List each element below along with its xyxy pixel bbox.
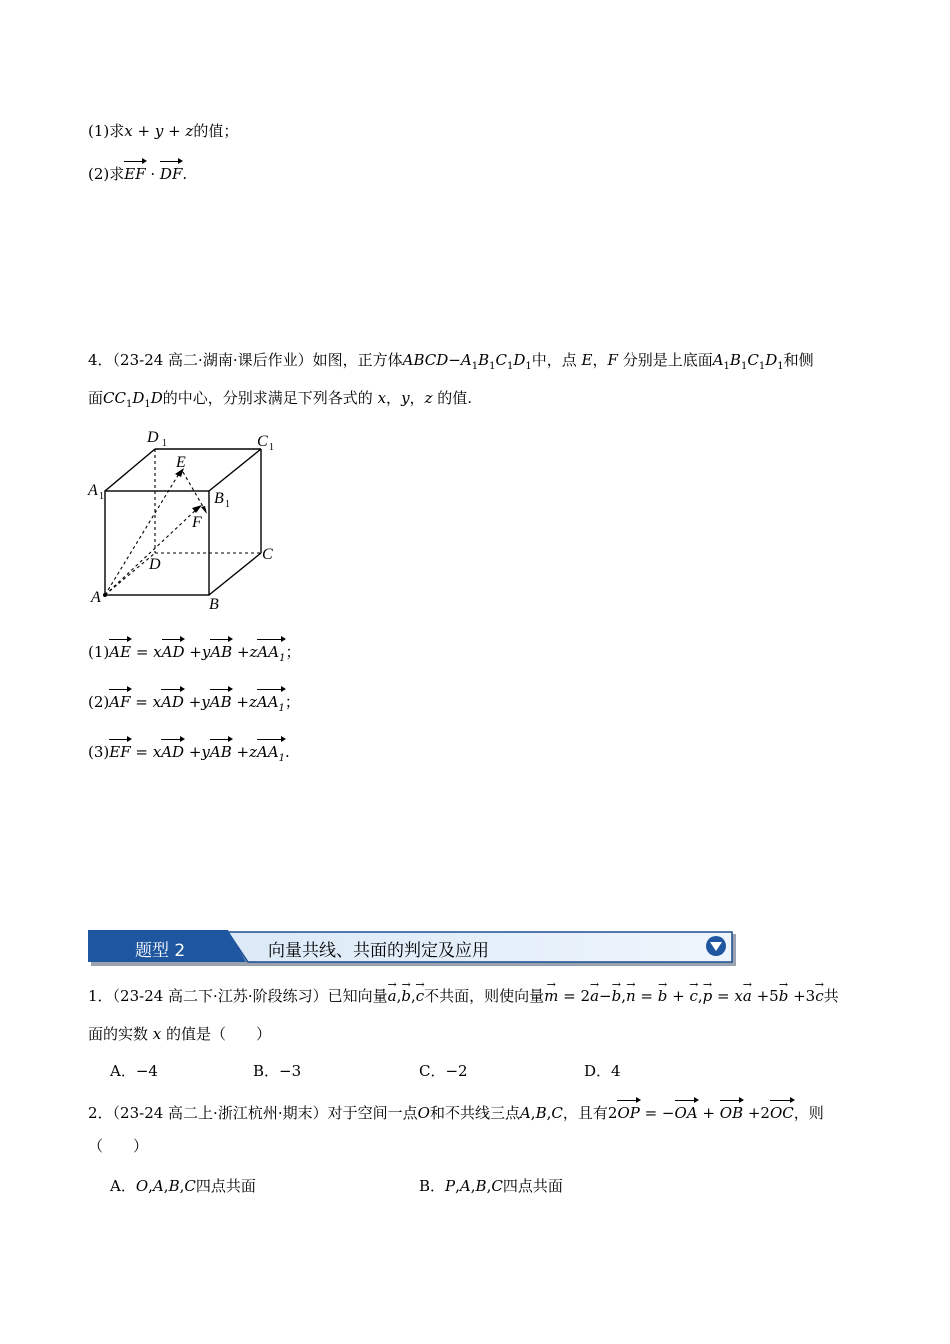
cube-front-face <box>105 491 209 595</box>
label-b1: B <box>214 490 224 507</box>
p4-stem-line1: 4．（23-24 高二·湖南·课后作业）如图，正方体$ABCD-A_1B_1C_1D_1$中，点 E，F 分别是上底面$A_1B_1C_1D_1$和侧 <box>88 351 814 372</box>
hidden-edge-ad <box>105 553 155 595</box>
arrowhead-ef <box>201 506 207 514</box>
label-f: F <box>192 514 202 531</box>
q2-option-a[interactable]: A．O,A,B,C四点共面 <box>110 1177 256 1195</box>
q2-stem-line2: （ ） <box>88 1137 149 1155</box>
p4-sub2: (2)AF = xAD +yAB +zAA$_1$； <box>88 688 300 719</box>
label-e: E <box>176 454 186 471</box>
q1-option-c[interactable]: C．−2 <box>419 1062 468 1080</box>
svg-text:1: 1 <box>225 499 230 510</box>
q2-option-b[interactable]: B．P,A,B,C四点共面 <box>419 1177 563 1195</box>
p3-q1: (1)求x + y + z的值； <box>88 122 239 140</box>
p4-sub3: (3)EF = xAD +yAB +zAA$_1$. <box>88 738 290 769</box>
svg-text:1: 1 <box>99 491 104 502</box>
label-b: B <box>209 596 219 613</box>
banner-title: 向量共线、共面的判定及应用 <box>268 941 489 961</box>
q1-option-d[interactable]: D．4 <box>584 1062 621 1080</box>
banner-label: 题型 2 <box>135 941 186 961</box>
label-c1: C <box>257 433 268 450</box>
p4-sub1: (1)AE = xAD +yAB +zAA$_1$； <box>88 638 300 669</box>
q1-option-b[interactable]: B．−3 <box>253 1062 302 1080</box>
q1-option-a[interactable]: A．−4 <box>110 1062 158 1080</box>
label-d1: D <box>147 429 159 446</box>
q1-stem-line1: 1．（23-24 高二下·江苏·阶段练习）已知向量→ a,→ b,→ c不共面，则使向量→ m = 2→ a−→ b,→ n = → b + → c,→ p = x→ a +5→ b +3→ c共 <box>88 986 839 1006</box>
label-c: C <box>262 546 273 563</box>
q2-stem-line1: 2．（23-24 高二上·浙江杭州·期末）对于空间一点O和不共线三点A,B,C，且有2OP = −OA + OB +2OC，则 <box>88 1099 824 1123</box>
vector-af <box>105 508 198 595</box>
cube-figure <box>80 420 290 615</box>
label-a: A <box>91 589 101 606</box>
p3-q2: (2)求EF · DF. <box>88 160 187 184</box>
label-a1: A <box>88 482 98 499</box>
q1-stem-line2: 面的实数 x 的值是（ ） <box>88 1025 272 1043</box>
label-d: D <box>149 556 161 573</box>
svg-text:1: 1 <box>269 442 274 453</box>
p4-stem-line2: 面$CC_1D_1D$的中心，分别求满足下列各式的 x，y，z 的值. <box>88 389 473 410</box>
svg-text:1: 1 <box>162 438 167 449</box>
